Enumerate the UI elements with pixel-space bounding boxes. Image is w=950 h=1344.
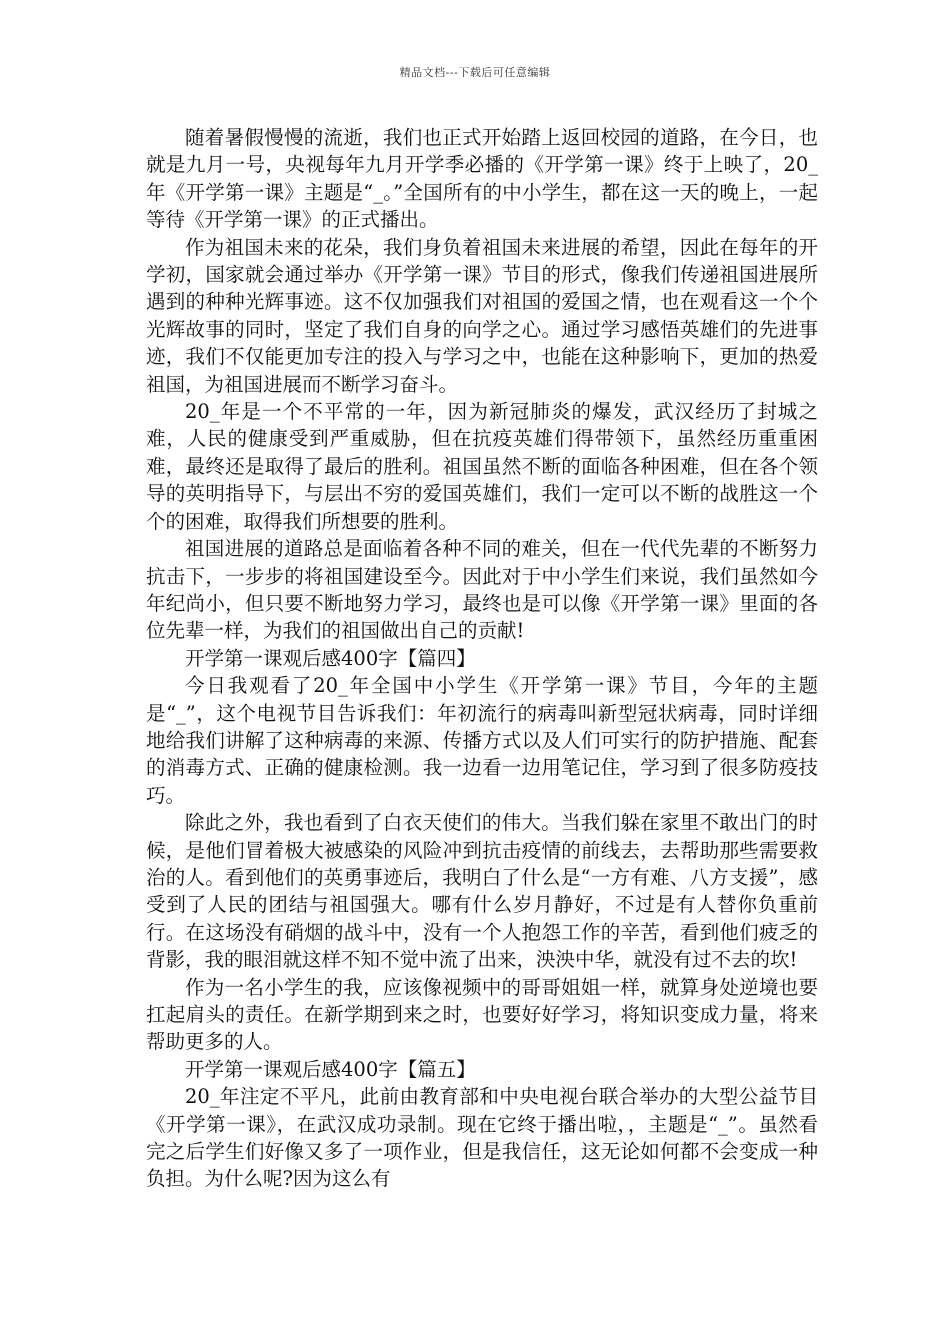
paragraph: 作为一名小学生的我，应该像视频中的哥哥姐姐一样，就算身处逆境也要扛起肩头的责任。在新学期到来之时，也要好好学习，将知识变成力量，将来帮助更多的人。 xyxy=(146,975,818,1054)
paragraph: 祖国进展的道路总是面临着各种不同的难关，但在一代代先辈的不断努力抗击下，一步步的将祖国建设至今。因此对于中小学生们来说，我们虽然如今年纪尚小，但只要不断地努力学习，最终也是可以像《开学第一课》里面的各位先辈一样，为我们的祖国做出自己的贡献! xyxy=(146,537,818,643)
document-body xyxy=(146,124,818,1193)
paragraph: 作为祖国未来的花朵，我们身负着祖国未来进展的希望，因此在每年的开学初，国家就会通过举办《开学第一课》节目的形式，像我们传递祖国进展所遇到的种种光辉事迹。这不仅加强我们对祖国的爱国之情，也在观看这一个个光辉故事的同时，坚定了我们自身的向学之心。通过学习感悟英雄们的先进事迹，我们不仅能更加专注的投入与学习之中，也能在这种影响下，更加的热爱祖国，为祖国进展而不断学习奋斗。 xyxy=(146,235,818,396)
paragraph: 除此之外，我也看到了白衣天使们的伟大。当我们躲在家里不敢出门的时候，是他们冒着极大被感染的风险冲到抗击疫情的前线去，去帮助那些需要救治的人。看到他们的英勇事迹后，我明白了什么是“一方有难、八方支援”，感受到了人民的团结与祖国强大。哪有什么岁月静好，不过是有人替你负重前行。在这场没有硝烟的战斗中，没有一个人抱怨工作的辛苦，看到他们疲乏的背影，我的眼泪就这样不知不觉中流了出来，泱泱中华，就没有过不去的坎! xyxy=(146,811,818,972)
paragraph: 20_年注定不平凡，此前由教育部和中央电视台联合举办的大型公益节目《开学第一课》，在武汉成功录制。现在它终于播出啦，，主题是“_”。虽然看完之后学生们好像又多了一项作业，但是我信任，这无论如何都不会变成一种负担。为什么呢?因为这么有 xyxy=(146,1085,818,1191)
paragraph: 20_年是一个不平常的一年，因为新冠肺炎的爆发，武汉经历了封城之难，人民的健康受到严重威胁，但在抗疫英雄们得带领下，虽然经历重重困难，最终还是取得了最后的胜利。祖国虽然不断的面临各种困难，但在各个领导的英明指导下，与层出不穷的爱国英雄们，我们一定可以不断的战胜这一个个的困难，取得我们所想要的胜利。 xyxy=(146,400,818,533)
paragraph: 今日我观看了20_年全国中小学生《开学第一课》节目，今年的主题是“_”，这个电视节目告诉我们：年初流行的病毒叫新型冠状病毒，同时详细地给我们讲解了这种病毒的来源、传播方式以及人们可实行的防护措施、配套的消毒方式、正确的健康检测。我一边看一边用笔记住，学习到了很多防疫技巧。 xyxy=(146,674,818,807)
section-heading: 开学第一课观后感400字【篇四】 xyxy=(185,646,476,670)
section-heading: 开学第一课观后感400字【篇五】 xyxy=(185,1057,476,1081)
page-header: 精品文档---下载后可任意编辑 xyxy=(399,66,551,79)
paragraph: 随着暑假慢慢的流逝，我们也正式开始踏上返回校园的道路，在今日，也就是九月一号，央视每年九月开学季必播的《开学第一课》终于上映了，20_年《开学第一课》主题是“_。”全国所有的中小学生，都在这一天的晚上，一起等待《开学第一课》的正式播出。 xyxy=(146,126,818,232)
